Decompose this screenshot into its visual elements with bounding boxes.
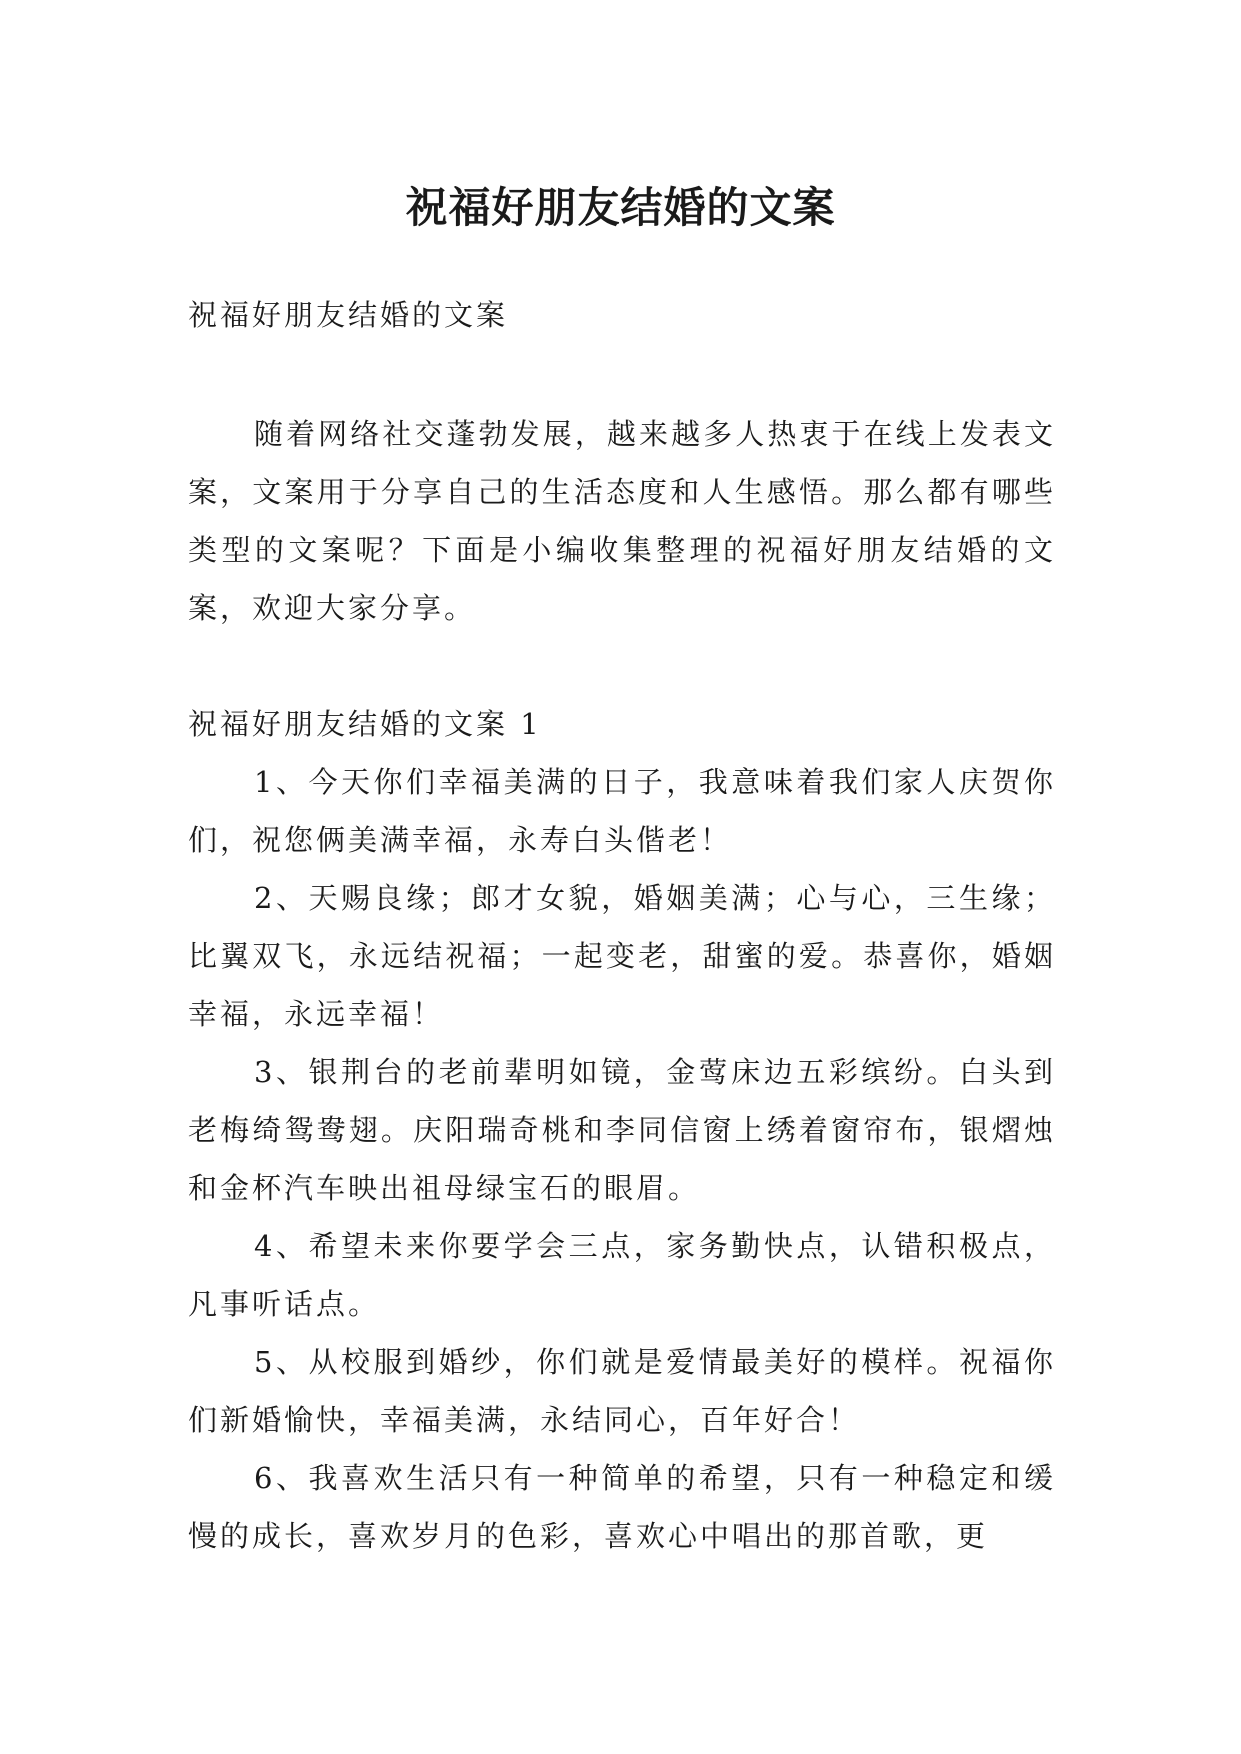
- list-item: 4、希望未来你要学会三点，家务勤快点，认错积极点，凡事听话点。: [188, 1229, 1056, 1321]
- list-item: 5、从校服到婚纱，你们就是爱情最美好的模样。祝福你们新婚愉快，幸福美满，永结同心，百年好合！: [188, 1345, 1056, 1437]
- list-item: 6、我喜欢生活只有一种简单的希望，只有一种稳定和缓慢的成长，喜欢岁月的色彩，喜欢心中唱出的那首歌，更: [188, 1461, 1056, 1553]
- list-item: 2、天赐良缘；郎才女貌，婚姻美满；心与心，三生缘；比翼双飞，永远结祝福；一起变老，甜蜜的爱。恭喜你，婚姻幸福，永远幸福！: [188, 881, 1056, 1031]
- section-heading: 祝福好朋友结婚的文案 1: [188, 707, 542, 741]
- intro-paragraph: 随着网络社交蓬勃发展，越来越多人热衷于在线上发表文案，文案用于分享自己的生活态度和人生感悟。那么都有哪些类型的文案呢？下面是小编收集整理的祝福好朋友结婚的文案，欢迎大家分享。: [188, 417, 1056, 625]
- document-subtitle: 祝福好朋友结婚的文案: [188, 298, 509, 332]
- list-item: 3、银荆台的老前辈明如镜，金莺床边五彩缤纷。白头到老梅绮鸳鸯翅。庆阳瑞奇桃和李同信窗上绣着窗帘布，银熠烛和金杯汽车映出祖母绿宝石的眼眉。: [188, 1055, 1056, 1205]
- list-item: 1、今天你们幸福美满的日子，我意味着我们家人庆贺你们，祝您俩美满幸福，永寿白头偕老！: [188, 765, 1056, 857]
- wishes-list: [188, 753, 1056, 1565]
- document-title: 祝福好朋友结婚的文案: [405, 183, 836, 233]
